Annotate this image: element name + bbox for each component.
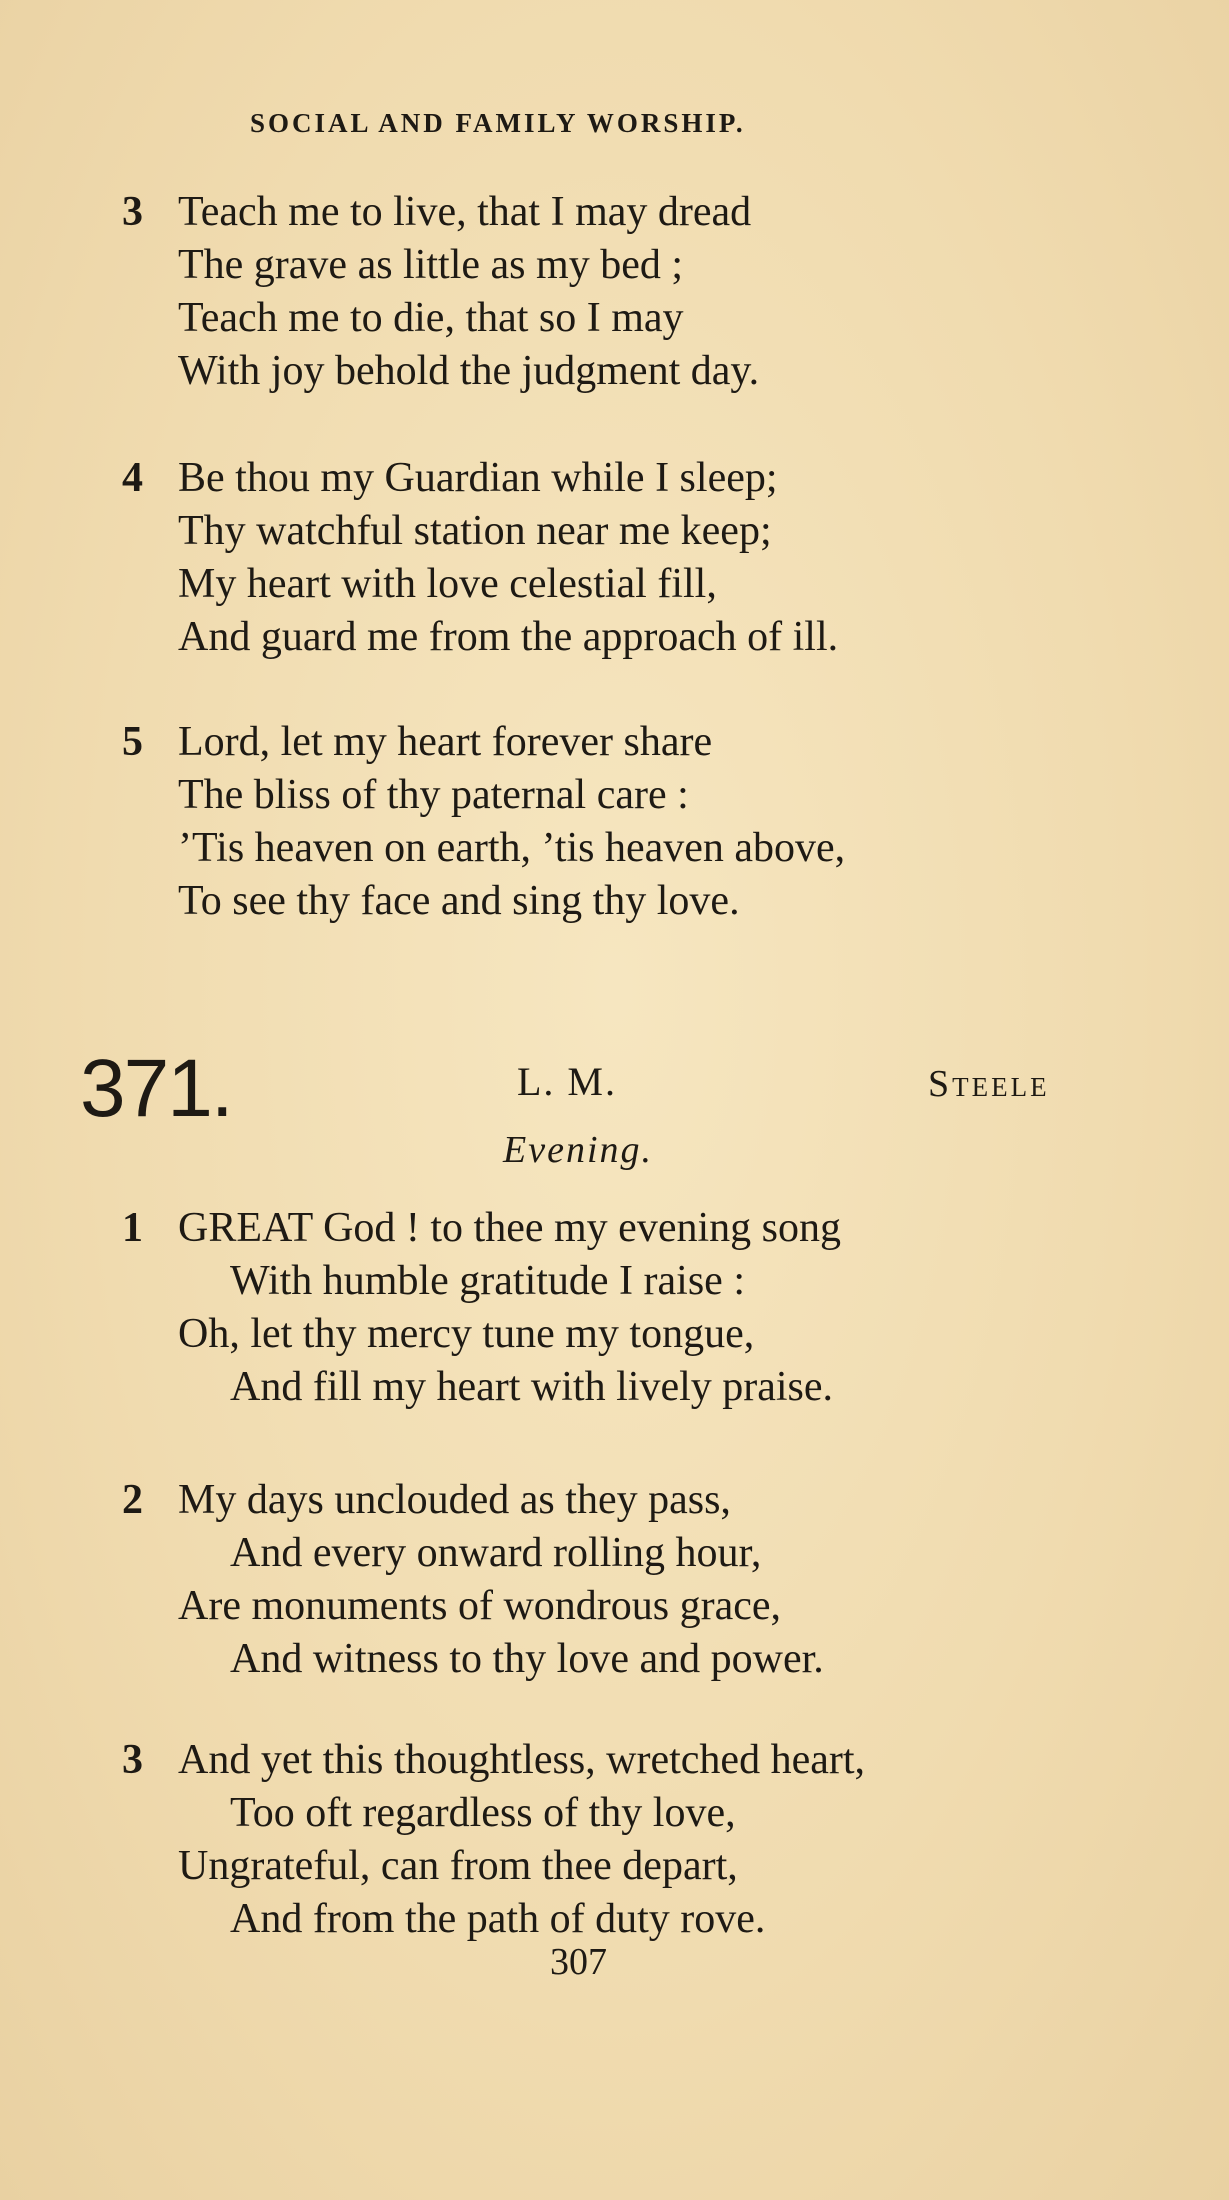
running-head: SOCIAL AND FAMILY WORSHIP. [250, 108, 746, 138]
verse-line: Too oft regardless of thy love, [230, 1790, 736, 1836]
hymn-meter: L. M. [517, 1059, 617, 1104]
verse-line: And from the path of duty rove. [230, 1896, 766, 1942]
verse-line: Teach me to live, that I may dread [178, 189, 752, 235]
verse-line: And witness to thy love and power. [230, 1636, 824, 1682]
verse-line: Thy watchful station near me keep; [178, 508, 772, 554]
verse-line: And yet this thoughtless, wretched heart, [178, 1737, 866, 1783]
verse-line: Be thou my Guardian while I sleep; [178, 455, 778, 501]
hymn-number: 371. [80, 1043, 232, 1134]
verse-line: The bliss of thy paternal care : [178, 772, 689, 818]
verse-line: Teach me to die, that so I may [178, 295, 684, 341]
verse-line: And every onward rolling hour, [230, 1530, 762, 1576]
stanza-number: 1 [122, 1205, 143, 1251]
hymn-stanza-2 [118, 1474, 824, 1686]
stanza-number: 2 [122, 1477, 143, 1523]
verse-line: The grave as little as my bed ; [178, 242, 684, 288]
verse-line: And guard me from the approach of ill. [178, 614, 839, 660]
verse-line: My days unclouded as they pass, [178, 1477, 731, 1523]
verse-line: ’Tis heaven on earth, ’tis heaven above, [178, 825, 846, 871]
verse-line: And fill my heart with lively praise. [230, 1364, 834, 1410]
verse-line: Are monuments of wondrous grace, [178, 1583, 782, 1629]
stanza-number: 3 [122, 189, 143, 235]
verse-line: My heart with love celestial fill, [178, 561, 717, 607]
page-number: 307 [550, 1941, 607, 1983]
hymn-subject: Evening. [503, 1129, 654, 1171]
verse-line: To see thy face and sing thy love. [178, 878, 740, 924]
prev-hymn-stanza-4 [118, 452, 838, 664]
verse-line: With joy behold the judgment day. [178, 348, 760, 394]
hymn-author: Steele [928, 1063, 1050, 1105]
verse-line: With humble gratitude I raise : [230, 1258, 745, 1304]
prev-hymn-stanza-3 [118, 186, 759, 398]
verse-line: Oh, let thy mercy tune my tongue, [178, 1311, 755, 1357]
stanza-number: 5 [122, 719, 143, 765]
hymn-stanza-1 [118, 1202, 841, 1414]
prev-hymn-stanza-5 [118, 716, 845, 928]
hymn-stanza-3 [118, 1734, 865, 1946]
verse-line: GREAT God ! to thee my evening song [178, 1205, 841, 1251]
verse-line: Lord, let my heart forever share [178, 719, 713, 765]
verse-line: Ungrateful, can from thee depart, [178, 1843, 738, 1889]
stanza-number: 3 [122, 1737, 143, 1783]
stanza-number: 4 [122, 455, 143, 501]
